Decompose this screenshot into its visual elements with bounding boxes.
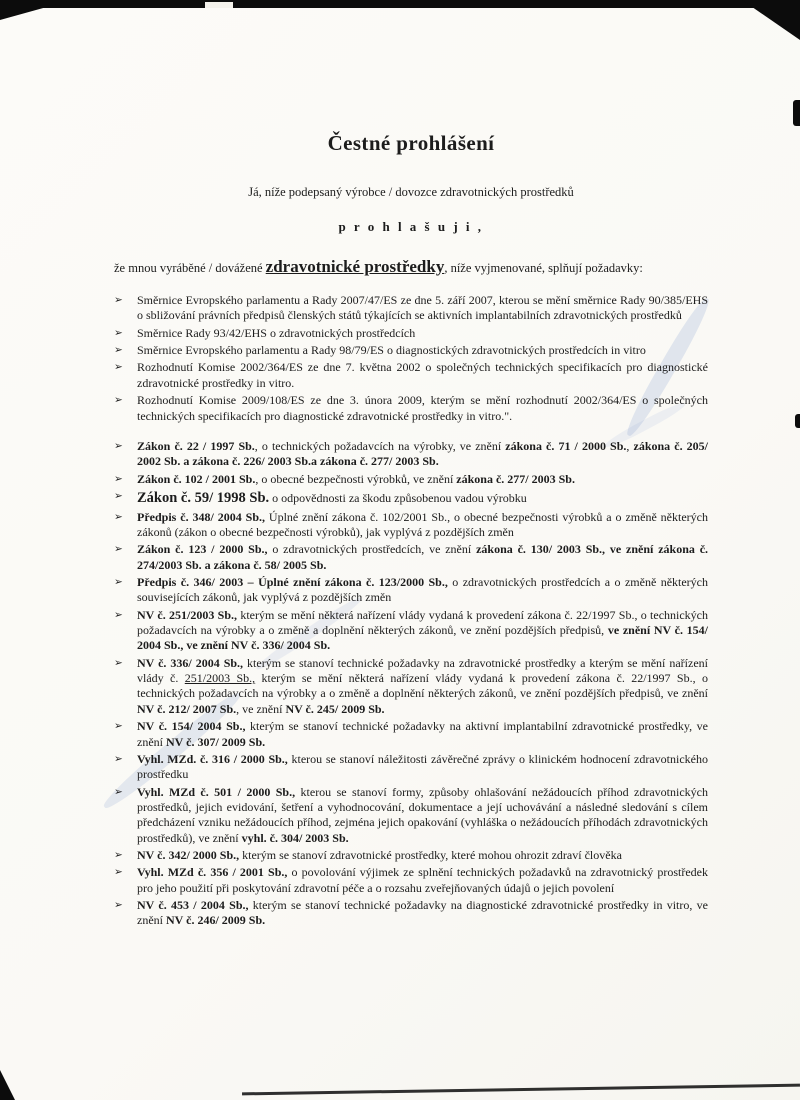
scan-artifact-right-edge (793, 100, 800, 126)
list-item (114, 719, 708, 750)
arrow-bullet-icon: ➢ (114, 575, 123, 588)
list-item-text: Rozhodnutí Komise 2009/108/ES ze dne 3. února 2009, kterým se mění rozhodnutí 2002/364/ES o společných technických specifikacích pro diagnostické zdravotnické prostředky in vitro.". (137, 393, 708, 423)
list-item (114, 575, 708, 606)
document-title: Čestné prohlášení (327, 131, 495, 155)
list-item (114, 360, 708, 391)
highlighted-phrase: zdravotnické prostředky (265, 257, 445, 276)
list-item-text: Předpis č. 346/ 2003 – Úplné znění zákona č. 123/2000 Sb., o zdravotnických prostředcích a o změně některých souvisejících zákonů, jak vyplývá z pozdějších změn (137, 574, 708, 605)
list-item (114, 489, 708, 508)
list-item-text: Vyhl. MZd č. 501 / 2000 Sb., kterou se stanoví formy, způsoby ohlašování nežádoucích příhod zdravotnických prostředků, jejich evidování, šetření a vyhodnocování, dokumentace a její uchovávání a následné sledování s cílem předcházení vzniku nežádoucích příhod, zejména jejich opakování (vyhláška o nežádoucích příhodách zdravotnických prostředků), ve znění vyhl. č. 304/ 2003 Sb. (137, 784, 708, 845)
list-item (114, 898, 708, 929)
arrow-bullet-icon: ➢ (114, 439, 123, 452)
list-item (114, 343, 708, 358)
intro-line: Já, níže podepsaný výrobce / dovozce zdravotnických prostředků (248, 185, 574, 199)
arrow-bullet-icon: ➢ (114, 752, 123, 765)
list-item-text: Směrnice Evropského parlamentu a Rady 98/79/ES o diagnostických zdravotnických prostředcích in vitro (137, 343, 646, 358)
scan-artifact-bottom-edge (242, 1084, 800, 1096)
list-item-text: Zákon č. 102 / 2001 Sb., o obecné bezpečnosti výrobků, ve znění zákona č. 277/ 2003 Sb. (137, 471, 575, 486)
list-item (114, 510, 708, 541)
list-item (114, 785, 708, 846)
arrow-bullet-icon: ➢ (114, 899, 123, 912)
arrow-bullet-icon: ➢ (114, 866, 123, 879)
arrow-bullet-icon: ➢ (114, 472, 123, 485)
list-item-text: Vyhl. MZd. č. 316 / 2000 Sb., kterou se stanoví náležitosti závěrečné zprávy o klinickém hodnocení zdravotnického prostředku (137, 751, 708, 782)
list-item (114, 752, 708, 783)
list-item (114, 656, 708, 717)
laws-list (114, 439, 708, 929)
scan-artifact-top-edge (0, 0, 800, 8)
arrow-bullet-icon: ➢ (114, 394, 123, 407)
arrow-bullet-icon: ➢ (114, 510, 123, 523)
list-item-text: NV č. 453 / 2004 Sb., kterým se stanoví technické požadavky na diagnostické zdravotnické prostředky in vitro, ve znění NV č. 246/ 2009 Sb. (137, 898, 708, 928)
list-item-text: Zákon č. 22 / 1997 Sb., o technických požadavcích na výrobky, ve znění zákona č. 71 / 2000 Sb., zákona č. 205/ 2002 Sb. a zákona č. 226/ 2003 Sb.a zákona č. 277/ 2003 Sb. (137, 438, 709, 469)
list-item-text: NV č. 342/ 2000 Sb., kterým se stanoví zdravotnické prostředky, které mohou ohrozit zdraví člověka (137, 848, 622, 863)
arrow-bullet-icon: ➢ (114, 489, 123, 502)
arrow-bullet-icon: ➢ (114, 849, 123, 862)
requirements-suffix: , níže vyjmenované, splňují požadavky: (444, 261, 643, 275)
arrow-bullet-icon: ➢ (114, 361, 123, 374)
list-item (114, 608, 708, 654)
arrow-bullet-icon: ➢ (114, 656, 123, 669)
list-item (114, 439, 708, 470)
scan-artifact-top-right (742, 0, 800, 40)
list-item-text: NV č. 251/2003 Sb., kterým se mění některá nařízení vlády vydaná k provedení zákona č. 22/1997 Sb., o technických požadavcích na výrobky a o změně a doplnění některých zákonů, ve znění pozdějších předpisů, ve znění NV č. 154/ 2004 Sb., ve znění NV č. 336/ 2004 Sb. (137, 607, 709, 653)
requirements-prefix: že mnou vyráběné / dovážené (114, 261, 266, 275)
scan-artifact-right-edge (795, 414, 800, 428)
arrow-bullet-icon: ➢ (114, 344, 123, 357)
document-content (114, 131, 708, 931)
declaration-word: p r o h l a š u j i , (338, 219, 484, 234)
list-item (114, 326, 708, 341)
arrow-bullet-icon: ➢ (114, 785, 123, 798)
list-item (114, 848, 708, 863)
scan-artifact-gap (205, 2, 233, 8)
list-item (114, 393, 708, 424)
requirements-line (114, 257, 708, 277)
list-item-text: Vyhl. MZd č. 356 / 2001 Sb., o povolování výjimek ze splnění technických požadavků na zdravotnický prostředek pro jeho použití při poskytování zdravotní péče a o rozsahu zveřejňovaných údajů o jejich povolení (137, 865, 708, 895)
list-item-text: Zákon č. 123 / 2000 Sb., o zdravotnických prostředcích, ve znění zákona č. 130/ 2003 Sb., ve znění zákona č. 274/2003 Sb. a zákona č. 58/ 2005 Sb. (137, 542, 709, 572)
list-item-text: Zákon č. 59/ 1998 Sb. o odpovědnosti za škodu způsobenou vadou výrobku (137, 489, 527, 506)
arrow-bullet-icon: ➢ (114, 294, 123, 306)
list-item-text: NV č. 336/ 2004 Sb., kterým se stanoví technické požadavky na zdravotnické prostředky a kterým se mění nařízení vlády č. 251/2003 Sb., kterým se mění některá nařízení vlády vydaná k provedení zákona č. 22/1997 Sb., o technických požadavcích na výrobky a o změně a doplnění některých zákonů, ve znění pozdějších předpisů, ve znění NV č. 212/ 2007 Sb., ve znění NV č. 245/ 2009 Sb. (137, 655, 709, 716)
list-item (114, 542, 708, 573)
arrow-bullet-icon: ➢ (114, 326, 123, 339)
list-item (114, 472, 708, 487)
list-item-text: Rozhodnutí Komise 2002/364/ES ze dne 7. května 2002 o společných technických specifikacích pro diagnostické zdravotnické prostředky in vitro. (137, 360, 708, 390)
directives-list (114, 293, 708, 424)
list-item-text: Předpis č. 348/ 2004 Sb., Úplné znění zákona č. 102/2001 Sb., o obecné bezpečnosti výrobků a o změně některých zákonů (zákon o obecné bezpečnosti výrobků), jak vyplývá z pozdějších změn (137, 509, 708, 539)
list-item-text: Směrnice Evropského parlamentu a Rady 2007/47/ES ze dne 5. září 2007, kterou se mění směrnice Rady 90/385/EHS o sbližování právních předpisů členských států týkajících se aktivních implantabilních zdravotnických prostředků (137, 293, 708, 323)
list-item (114, 865, 708, 896)
scan-artifact-bottom-left (0, 1070, 15, 1100)
list-item (114, 293, 708, 324)
arrow-bullet-icon: ➢ (114, 720, 123, 733)
arrow-bullet-icon: ➢ (114, 543, 123, 556)
list-item-text: NV č. 154/ 2004 Sb., kterým se stanoví technické požadavky na aktivní implantabilní zdravotnické prostředky, ve znění NV č. 307/ 2009 Sb. (137, 719, 708, 749)
arrow-bullet-icon: ➢ (114, 608, 123, 621)
list-item-text: Směrnice Rady 93/42/EHS o zdravotnických prostředcích (137, 325, 416, 340)
